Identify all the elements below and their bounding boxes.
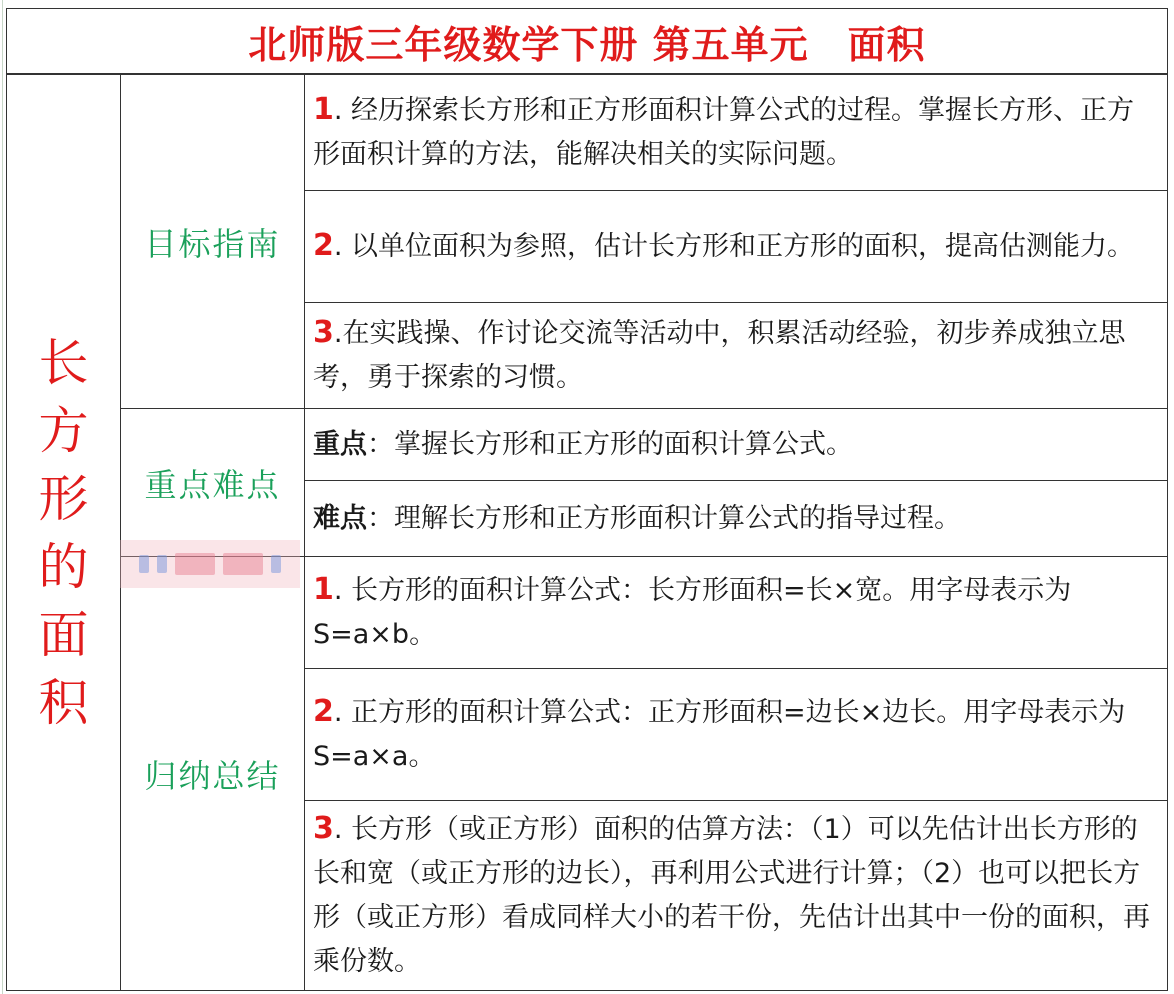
item-number: 1: [313, 572, 334, 607]
topic-char: 面: [38, 605, 89, 664]
key-point-item: [305, 409, 1168, 481]
item-number: 2: [313, 694, 334, 729]
table-row: [7, 409, 1168, 481]
item-number: 3: [313, 811, 334, 846]
item-text: . 长方形的面积计算公式：长方形面积=长×宽。用字母表示为S=a×b。: [313, 575, 1072, 650]
watermark-mark: [175, 553, 215, 575]
watermark-mark: [223, 553, 263, 575]
spreadsheet-gridline: [2, 0, 3, 994]
page-title: 北师版三年级数学下册 第五单元 面积: [6, 8, 1168, 74]
topic-char: 形: [38, 469, 89, 528]
goal-item: [305, 303, 1168, 409]
key-point-item: [305, 481, 1168, 557]
item-text: . 正方形的面积计算公式：正方形面积=边长×边长。用字母表示为S=a×a。: [313, 697, 1126, 772]
table-row: [7, 75, 1168, 191]
section-label-key-points: 重点难点: [121, 409, 305, 557]
item-label: 难点: [313, 502, 367, 534]
topic-char: 积: [38, 673, 89, 732]
topic-char: 的: [38, 537, 89, 596]
topic-cell: [7, 75, 121, 991]
summary-item: [305, 557, 1168, 669]
summary-table: [6, 74, 1168, 991]
item-text: ：掌握长方形和正方形的面积计算公式。: [367, 428, 853, 460]
topic-char: 方: [38, 401, 89, 460]
goal-item: [305, 75, 1168, 191]
goal-item: [305, 191, 1168, 303]
section-label-goals: 目标指南: [121, 75, 305, 409]
topic-char: 长: [38, 333, 89, 392]
watermark-mark: [139, 555, 149, 573]
watermark-mark: [271, 555, 281, 573]
watermark-mark: [157, 555, 167, 573]
item-number: 3: [313, 315, 334, 350]
item-label: 重点: [313, 428, 367, 460]
summary-item: [305, 801, 1168, 991]
item-number: 1: [313, 92, 334, 127]
item-text: ：理解长方形和正方形面积计算公式的指导过程。: [367, 502, 961, 534]
summary-item: [305, 669, 1168, 801]
watermark-smudge: [120, 540, 300, 588]
item-text: . 长方形（或正方形）面积的估算方法：（1）可以先估计出长方形的长和宽（或正方形的边长），再利用公式进行计算；（2）也可以把长方形（或正方形）看成同样大小的若干份，先估计出其中一份的面积，再乘份数。: [313, 814, 1150, 977]
item-number: 2: [313, 228, 334, 263]
item-text: . 以单位面积为参照，估计长方形和正方形的面积，提高估测能力。: [333, 231, 1135, 262]
item-text: . 经历探索长方形和正方形面积计算公式的过程。掌握长方形、正方形面积计算的方法，能解决相关的实际问题。: [313, 95, 1135, 170]
item-text: .在实践操、作讨论交流等活动中，积累活动经验，初步养成独立思考，勇于探索的习惯。: [313, 318, 1126, 393]
section-label-summary: 归纳总结: [121, 557, 305, 991]
